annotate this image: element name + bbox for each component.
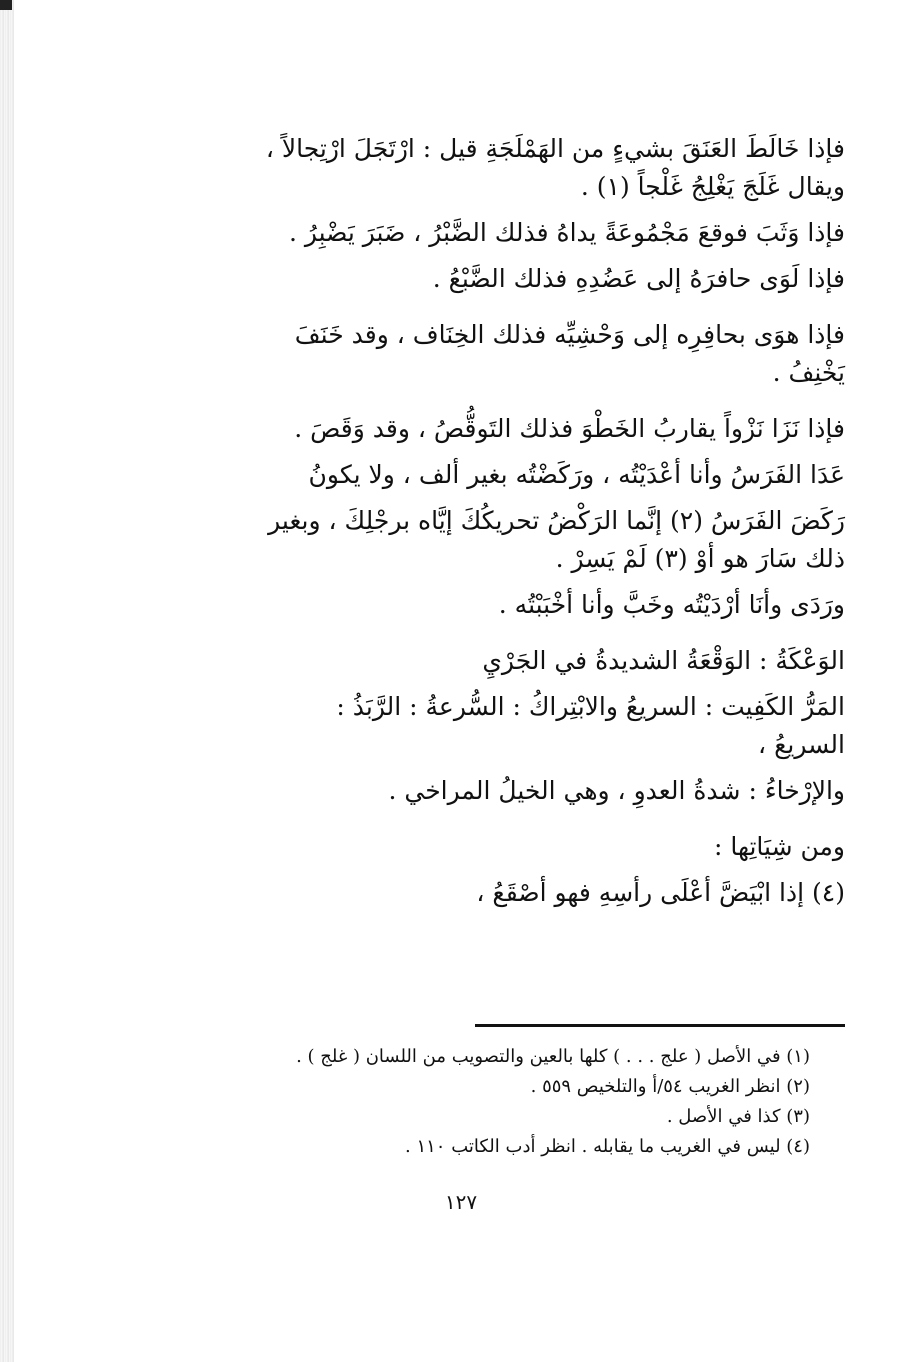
footnote-divider bbox=[475, 1024, 845, 1027]
body-line-15: والإرْخاءُ : شدةُ العدوِ ، وهي الخيلُ المراخي . bbox=[388, 776, 845, 805]
body-line-16: ومن شِيَاتِها : bbox=[713, 832, 845, 861]
body-line-3: فإذا وَثَبَ فوقعَ مَجْمُوعَةً يداهُ فذلك الضَّبْرُ ، ضَبَرَ يَضْبِرُ . bbox=[288, 218, 845, 247]
body-line-6: يَخْنِفُ . bbox=[772, 358, 845, 387]
body-line-5: فإذا هوَى بحافِرِه إلى وَحْشِيِّه فذلك الخِنَاف ، وقد خَنَفَ bbox=[294, 320, 845, 349]
footnote-3: (٣) كذا في الأصل . bbox=[666, 1106, 810, 1127]
body-line-13: المَرُّ الكَفِيت : السريعُ والابْتِراكُ : السُّرعةُ : الرَّبَذُ : bbox=[336, 692, 845, 721]
page-body bbox=[205, 130, 845, 912]
body-line-2: ويقال غَلَجَ يَغْلِجُ غَلْجاً (١) . bbox=[580, 172, 845, 201]
body-line-8: عَدَا الفَرَسُ وأنا أعْدَيْتُه ، ورَكَضْتُه بغير ألف ، ولا يكونُ bbox=[308, 460, 845, 489]
body-line-7: فإذا نَزَا نَزْواً يقاربُ الخَطْوَ فذلك التَوقُّصُ ، وقد وَقَصَ . bbox=[294, 414, 845, 443]
scan-edge bbox=[0, 0, 14, 1362]
footnotes bbox=[230, 1042, 810, 1162]
footnote-1: (١) في الأصل ( علج . . . ) كلها بالعين والتصويب من اللسان ( غلج ) . bbox=[296, 1046, 810, 1067]
body-line-4: فإذا لَوَى حافرَهُ إلى عَضُدِهِ فذلك الضَّبْعُ . bbox=[432, 264, 845, 293]
footnote-4: (٤) ليس في الغريب ما يقابله . انظر أدب الكاتب ١١٠ . bbox=[405, 1136, 810, 1157]
body-line-11: ورَدَى وأنَا أرْدَيْتُه وخَبَّ وأنا أخْبَبْتُه . bbox=[498, 590, 845, 619]
body-line-14: السريعُ ، bbox=[758, 730, 845, 759]
page-number: ١٢٧ bbox=[444, 1190, 478, 1214]
body-line-17: (٤) إذا ابْيَضَّ أعْلَى رأسِهِ فهو أصْقَعُ ، bbox=[476, 878, 845, 907]
body-line-10: ذلك سَارَ هو أوْ (٣) لَمْ يَسِرْ . bbox=[555, 544, 845, 573]
body-line-9: رَكَضَ الفَرَسُ (٢) إنَّما الرَكْضُ تحريكُكَ إيَّاه برجْلِكَ ، وبغير bbox=[268, 506, 845, 535]
corner-mark bbox=[0, 0, 12, 10]
body-line-1: فإذا خَالَطَ العَنَقَ بشيءٍ من الهَمْلَجَةِ قيل : ارْتَجَلَ ارْتِجالاً ، bbox=[265, 134, 845, 163]
body-line-12: الوَعْكَةُ : الوَقْعَةُ الشديدةُ في الجَرْيِ bbox=[482, 646, 845, 675]
footnote-2: (٢) انظر الغريب ٥٤/أ والتلخيص ٥٥٩ . bbox=[530, 1076, 810, 1097]
